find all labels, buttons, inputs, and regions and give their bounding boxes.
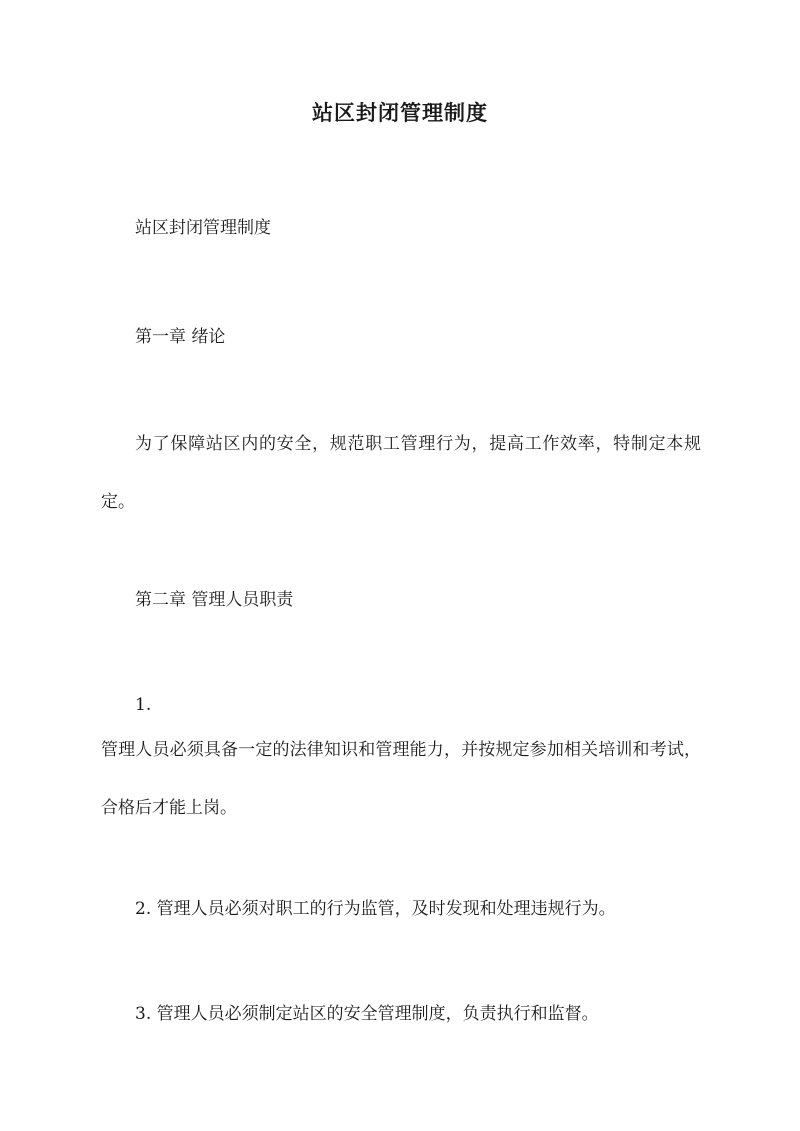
chapter-1-heading: 第一章 绪论 bbox=[135, 327, 226, 347]
item-2-text: 2. 管理人员必须对职工的行为监管，及时发现和处理违规行为。 bbox=[135, 899, 616, 919]
item-1-number: 1. bbox=[135, 695, 152, 715]
item-3-text: 3. 管理人员必须制定站区的安全管理制度，负责执行和监督。 bbox=[135, 1004, 599, 1024]
chapter-2-heading: 第二章 管理人员职责 bbox=[135, 590, 294, 610]
document-subtitle: 站区封闭管理制度 bbox=[135, 218, 271, 238]
item-1-text: 管理人员必须具备一定的法律知识和管理能力，并按规定参加相关培训和考试，合格后才能上岗。 bbox=[101, 740, 701, 818]
document-title: 站区封闭管理制度 bbox=[312, 100, 488, 125]
chapter-1-paragraph: 为了保障站区内的安全，规范职工管理行为，提高工作效率，特制定本规定。 bbox=[101, 434, 701, 512]
